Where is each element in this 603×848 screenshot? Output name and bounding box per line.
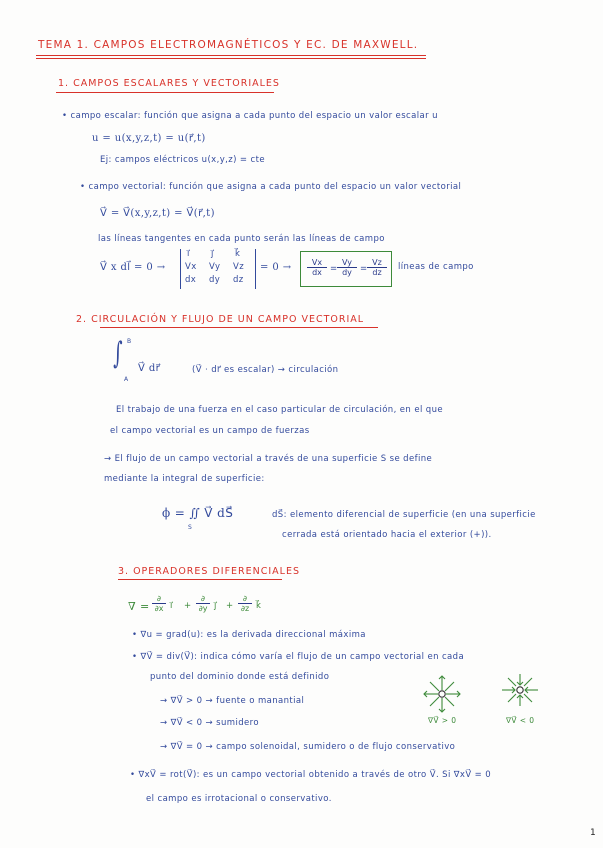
nabla-j: j⃗	[214, 601, 217, 611]
section-2-underline	[100, 327, 378, 328]
nabla-dy: ∂ ∂y	[196, 594, 210, 613]
int-upper-limit: B	[127, 338, 132, 345]
nabla-k: k⃗	[256, 601, 262, 611]
s1-equals-zero: = 0 →	[260, 262, 292, 273]
section-1-underline	[56, 92, 274, 93]
section-3-underline	[118, 579, 282, 580]
s2-line-7: cerrada está orientado hacia el exterior (+)).	[282, 530, 492, 540]
frac-x	[307, 258, 327, 277]
sink-label: ∇V⃗ < 0	[506, 716, 535, 725]
s1-line-3: Ej: campos eléctricos u(x,y,z) = cte	[100, 155, 265, 165]
m-r1-c1: i⃗	[187, 249, 190, 259]
m-r3-c3: dz	[233, 275, 244, 285]
field-lines-box: $\frac{Vx}{dx}$ = $\frac{Vy}{dy}$ = $\frac{Vz}{dz}$	[300, 251, 392, 287]
field-lines-label: líneas de campo	[398, 262, 474, 272]
flux-formula: ϕ = ∬ V⃗ dS⃗	[162, 506, 234, 520]
s3-line-1: • ∇u = grad(u): es la derivada direccional máxima	[132, 630, 366, 640]
frac-z-num: Vz	[367, 258, 387, 268]
source-figure-icon	[424, 676, 460, 712]
title-underline	[36, 55, 426, 56]
s1-cross-product: V⃗ x dl⃗ = 0 →	[100, 262, 166, 273]
notes-page: TEMA 1. CAMPOS ELECTROMAGNÉTICOS Y EC. DE MAXWELL. 1. CAMPOS ESCALARES Y VECTORIALES • campo escalar: función que asigna a cada punto del espacio un valor escalar u u = u(x,y,z,t) = u(r⃗,t) Ej: campos eléctricos u(x,y,z) = cte • campo vectorial: función que asigna a cada punto del espacio un valor vectorial V⃗ = V⃗(x,y,z,t) = V⃗(r⃗,t) las líneas tangentes en cada punto serán las líneas de campo V⃗ x dl⃗ = 0 → i⃗ j⃗ k⃗ Vx Vy Vz dx dy dz = 0 → $\frac{Vx}{dx}$ = $\frac{Vy}{dy}$ = $\frac{Vz}{dz}$ líneas de campo 2. CIRCULACIÓN Y FLUJO DE UN CAMPO VECTORIAL ∫ B A V⃗ dr⃗ (V⃗ ⋅ dr⃗ es escalar) → circulación El trabajo de una fuerza en el caso particular de circulación, en el que el campo vectorial es un campo de fuerzas → El flujo de un campo vectorial a través de una superficie S se define mediante la integral de superficie: ϕ = ∬ V⃗ dS⃗ S dS⃗: elemento diferencial de superficie (en una superficie cerrada está orientado hacia el exterior (+)). 3. OPERADORES DIFERENCIALES ∇ = ∂ ∂x i⃗ + ∂ ∂y j⃗ + ∂ ∂z k⃗ • ∇u = grad(u): es la derivada direccional máxima • ∇V⃗ = div(V⃗): indica cómo varía el flujo de un campo vectorial en cada punto del dominio donde está definido → ∇V⃗ > 0 → fuente o manantial → ∇V⃗ < 0 → sumidero → ∇V⃗ = 0 → campo solenoidal, sumidero o de flujo conservativo ∇V⃗ > 0 ∇V⃗ < 0 • ∇xV⃗ = rot(V⃗): es un campo vectorial obtenido a través de otro V⃗. Si ∇xV⃗ = 0 el campo es irrotacional o conservativo. 1	[38, 39, 596, 838]
page-number: 1	[590, 828, 596, 838]
section-2-heading: 2. CIRCULACIÓN Y FLUJO DE UN CAMPO VECTORIAL	[76, 314, 365, 325]
m-r2-c3: Vz	[233, 262, 245, 272]
nabla-dx: ∂ ∂x	[152, 594, 166, 613]
nabla-def: ∇ =	[128, 600, 150, 613]
determinant-matrix	[180, 249, 256, 289]
frac-x-den: dx	[312, 268, 322, 277]
m-r1-c2: j⃗	[211, 249, 214, 259]
frac-x-num: Vx	[307, 258, 327, 268]
line-integral-sign: ∫	[113, 336, 123, 371]
s3-line-3: punto del dominio donde está definido	[150, 672, 330, 682]
int-lower-limit: A	[124, 376, 129, 383]
m-r3-c2: dy	[209, 275, 221, 285]
sink-figure-icon	[502, 674, 538, 706]
m-r1-c3: k⃗	[235, 249, 241, 259]
s1-line-6: las líneas tangentes en cada punto serán las líneas de campo	[98, 234, 385, 244]
section-3-heading: 3. OPERADORES DIFERENCIALES	[118, 566, 301, 577]
nabla-dz: ∂ ∂z	[238, 594, 252, 613]
s2-line-4: → El flujo de un campo vectorial a través de una superficie S se define	[104, 454, 433, 464]
flux-surface-sub: S	[188, 524, 193, 531]
frac-z-den: dz	[372, 268, 382, 277]
m-r2-c1: Vx	[185, 262, 197, 272]
s3-line-7: • ∇xV⃗ = rot(V⃗): es un campo vectorial obtenido a través de otro V⃗. Si ∇xV⃗ = 0	[130, 770, 492, 780]
s3-line-6: → ∇V⃗ = 0 → campo solenoidal, sumidero o de flujo conservativo	[160, 742, 456, 752]
s1-line-5: V⃗ = V⃗(x,y,z,t) = V⃗(r⃗,t)	[100, 208, 215, 219]
s3-line-4: → ∇V⃗ > 0 → fuente o manantial	[160, 696, 305, 706]
title-underline-2	[36, 58, 426, 59]
source-label: ∇V⃗ > 0	[428, 716, 457, 725]
s2-line-6: dS⃗: elemento diferencial de superficie (en una superficie	[272, 510, 536, 520]
section-1-heading: 1. CAMPOS ESCALARES Y VECTORIALES	[58, 78, 280, 89]
frac-y-num: Vy	[337, 258, 357, 268]
s2-line-5: mediante la integral de superficie:	[104, 474, 265, 484]
frac-z	[367, 258, 387, 277]
frac-y	[337, 258, 357, 277]
s3-line-2: • ∇V⃗ = div(V⃗): indica cómo varía el flujo de un campo vectorial en cada	[132, 652, 465, 662]
s3-line-5: → ∇V⃗ < 0 → sumidero	[160, 718, 259, 728]
s2-line-2: El trabajo de una fuerza en el caso particular de circulación, en el que	[116, 405, 444, 415]
line-integral-body: V⃗ dr⃗	[138, 363, 161, 374]
s3-line-8: el campo es irrotacional o conservativo.	[146, 794, 332, 804]
s1-line-2: u = u(x,y,z,t) = u(r⃗,t)	[92, 133, 206, 144]
s2-line-3: el campo vectorial es un campo de fuerzas	[110, 426, 310, 436]
s1-line-1: • campo escalar: función que asigna a cada punto del espacio un valor escalar u	[62, 111, 438, 121]
nabla-i: i⃗	[170, 601, 173, 611]
s2-line-1: (V⃗ ⋅ dr⃗ es escalar) → circulación	[192, 365, 339, 375]
s1-line-4: • campo vectorial: función que asigna a cada punto del espacio un valor vectorial	[80, 182, 462, 192]
frac-y-den: dy	[342, 268, 352, 277]
m-r2-c2: Vy	[209, 262, 221, 272]
page-title: TEMA 1. CAMPOS ELECTROMAGNÉTICOS Y EC. DE MAXWELL.	[38, 39, 419, 51]
m-r3-c1: dx	[185, 275, 197, 285]
